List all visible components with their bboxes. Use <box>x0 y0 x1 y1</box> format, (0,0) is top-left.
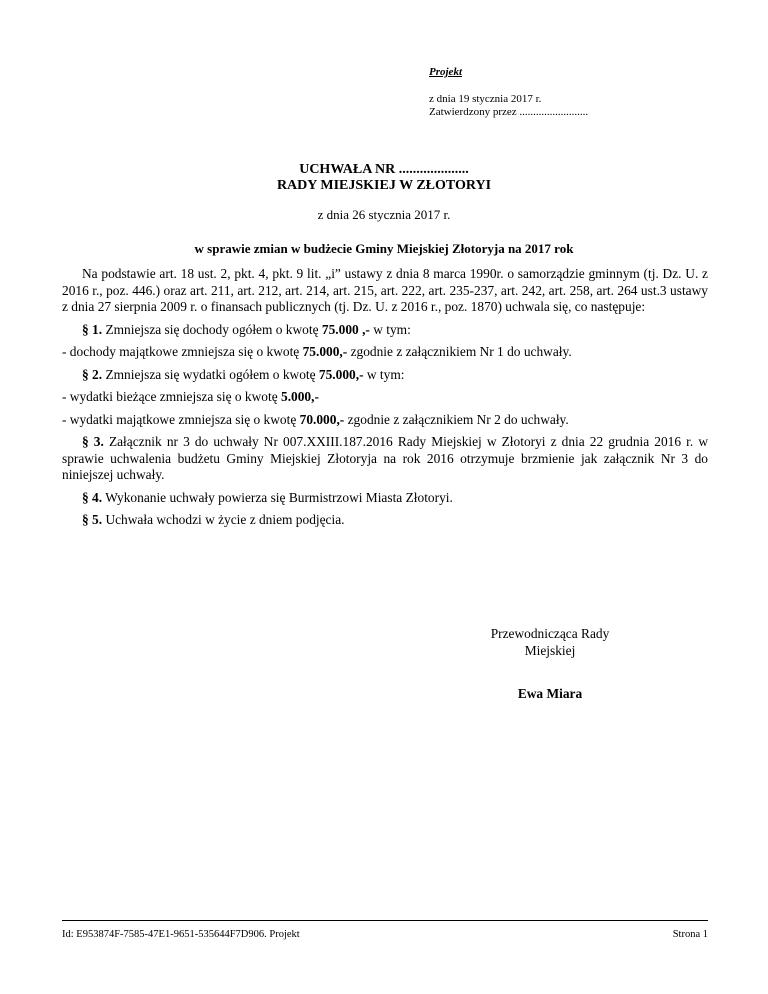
section-2-sub-2 <box>62 412 708 429</box>
section-2-sub-1-pre: - wydatki bieżące zmniejsza się o kwotę <box>62 389 281 404</box>
section-1-pre: Zmniejsza się dochody ogółem o kwotę <box>102 321 322 337</box>
section-2 <box>62 367 708 384</box>
projekt-label: Projekt <box>429 66 462 78</box>
section-2-label: § 2. <box>82 366 103 382</box>
section-1-sub-amount: 75.000,- <box>302 344 348 359</box>
section-2-sub-2-pre: - wydatki majątkowe zmniejsza się o kwotę <box>62 411 300 427</box>
title-line-2: RADY MIEJSKIEJ W ZŁOTORYI <box>276 178 492 193</box>
section-1-amount: 75.000 ,- <box>321 321 370 337</box>
section-2-post: w tym: <box>363 366 405 382</box>
section-2-pre: Zmniejsza się wydatki ogółem o kwotę <box>102 366 319 382</box>
section-4-label: § 4. <box>82 489 103 505</box>
section-1-sub-pre: - dochody majątkowe zmniejsza się o kwotę <box>62 344 303 359</box>
section-1-label: § 1. <box>82 321 103 337</box>
signature-role-line-1: Przewodnicząca Rady <box>490 626 610 641</box>
resolution-subject: w sprawie zmian w budżecie Gminy Miejskiej Złotoryja na 2017 rok <box>194 241 574 256</box>
section-2-sub-2-post: zgodnie z załącznikiem Nr 2 do uchwały. <box>344 411 569 427</box>
footer-page-number: Strona 1 <box>672 929 708 940</box>
section-2-sub-2-amount: 70.000,- <box>299 411 345 427</box>
section-1 <box>62 322 708 339</box>
section-1-sub-post: zgodnie z załącznikiem Nr 1 do uchwały. <box>347 344 572 359</box>
projekt-date: z dnia 19 stycznia 2017 r. <box>429 93 542 105</box>
section-1-post: w tym: <box>369 321 411 337</box>
projekt-approved: Zatwierdzony przez ......................... <box>429 106 589 118</box>
section-5 <box>62 512 708 529</box>
title-line-1: UCHWAŁA NR .................... <box>299 162 469 177</box>
section-2-sub-1-amount: 5.000,- <box>281 389 319 404</box>
section-5-label: § 5. <box>82 512 103 527</box>
section-3-text: Załącznik nr 3 do uchwały Nr 007.XXIII.187.2016 Rady Miejskiej w Złotoryi z dnia 22 grudnia 2016 r. w sprawie uchwalenia budżetu Gminy Miejskiej Złotoryja na rok 2016 otrzymuje brzmienie jak załącznik Nr 3 do niniejszej uchwały. <box>62 434 708 482</box>
resolution-title <box>0 162 768 194</box>
footer-divider <box>62 920 708 921</box>
preamble: Na podstawie art. 18 ust. 2, pkt. 4, pkt. 9 lit. „i” ustawy z dnia 8 marca 1990r. o samorządzie gminnym (tj. Dz. U. z 2016 r., poz. 446.) oraz art. 211, art. 212, art. 214, art. 215, art. 222, art. 235-237, art. 242, art. 258, art. 264 ust.3 ustawy z dnia 27 sierpnia 2009 r. o finansach publicznych (tj. Dz. U. z 2016 r., poz. 1870) uchwala się, co następuje: <box>62 266 708 314</box>
section-4 <box>62 490 708 507</box>
signature-name: Ewa Miara <box>517 686 583 701</box>
section-1-sub <box>62 344 708 361</box>
section-5-text: Uchwała wchodzi w życie z dniem podjęcia. <box>102 512 345 527</box>
resolution-date: z dnia 26 stycznia 2017 r. <box>317 207 451 222</box>
section-3 <box>62 434 708 484</box>
signature-role-line-2: Miejskiej <box>524 642 576 658</box>
section-4-text: Wykonanie uchwały powierza się Burmistrzowi Miasta Złotoryi. <box>102 489 453 505</box>
section-2-amount: 75.000,- <box>318 366 364 382</box>
resolution-body <box>62 266 708 535</box>
signature-role <box>460 626 640 659</box>
footer-document-id: Id: E953874F-7585-47E1-9651-535644F7D906. Projekt <box>62 929 300 940</box>
section-3-label: § 3. <box>82 434 104 449</box>
section-2-sub-1 <box>62 389 708 406</box>
projekt-header <box>429 66 588 119</box>
